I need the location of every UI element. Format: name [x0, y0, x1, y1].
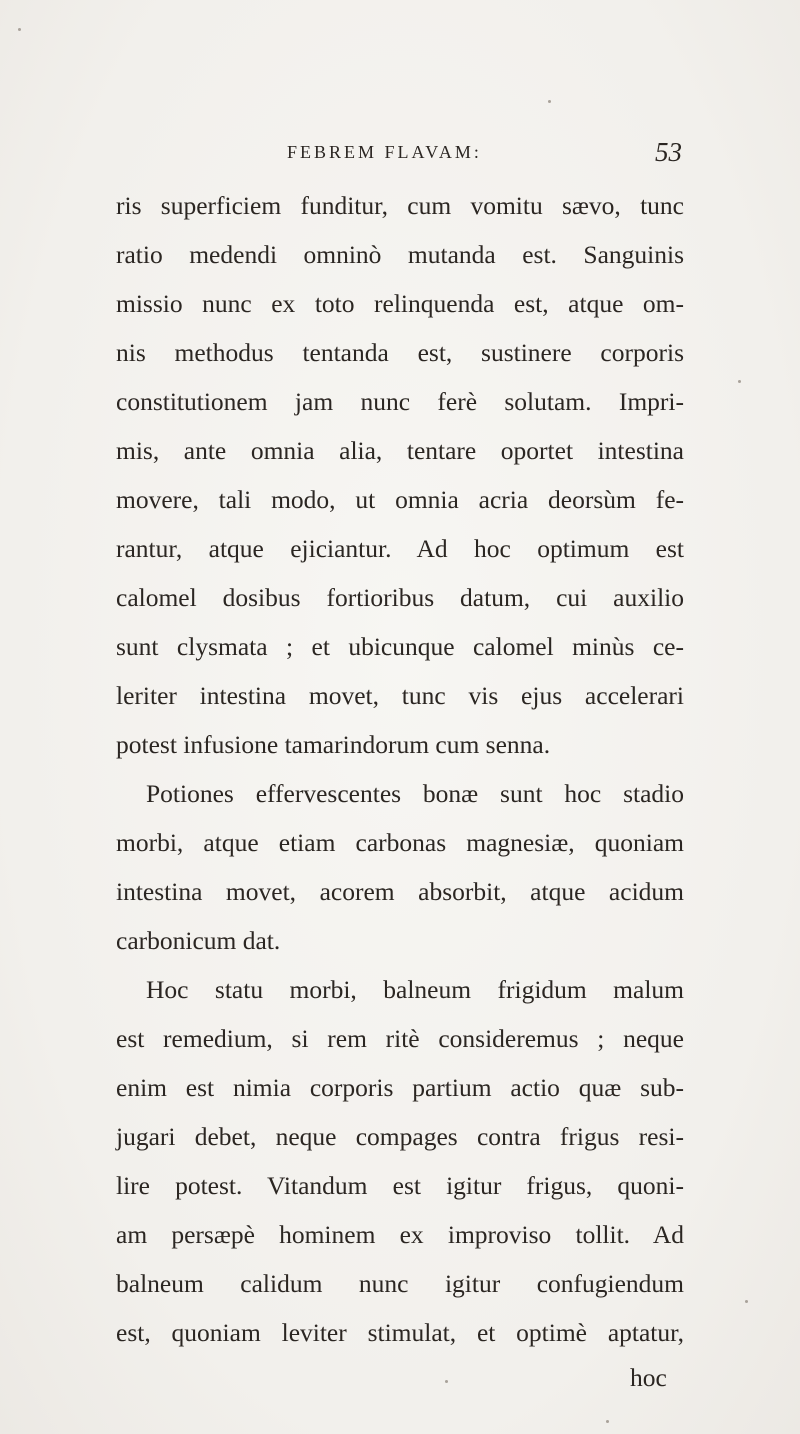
paper-speck	[445, 1380, 448, 1383]
running-head	[0, 132, 800, 172]
text-line: sunt clysmata ; et ubicunque calomel minùs ce-	[116, 632, 684, 661]
text-line: enim est nimia corporis partium actio quæ sub-	[116, 1073, 684, 1102]
paragraph-first-line: Potiones effervescentes bonæ sunt hoc stadio	[146, 779, 684, 808]
text-line: carbonicum dat.	[116, 926, 281, 955]
catchword: hoc	[630, 1363, 667, 1392]
text-line: intestina movet, acorem absorbit, atque acidum	[116, 877, 684, 906]
text-line: morbi, atque etiam carbonas magnesiæ, quoniam	[116, 828, 684, 857]
text-line: leriter intestina movet, tunc vis ejus accelerari	[116, 681, 684, 710]
text-line: rantur, atque ejiciantur. Ad hoc optimum est	[116, 534, 684, 563]
paper-speck	[745, 1300, 748, 1303]
text-line: nis methodus tentanda est, sustinere corporis	[116, 338, 684, 367]
text-line: calomel dosibus fortioribus datum, cui auxilio	[116, 583, 684, 612]
text-line: mis, ante omnia alia, tentare oportet intestina	[116, 436, 684, 465]
text-line: ratio medendi omninò mutanda est. Sanguinis	[116, 240, 684, 269]
text-line: movere, tali modo, ut omnia acria deorsùm fe-	[116, 485, 684, 514]
text-line: est, quoniam leviter stimulat, et optimè aptatur,	[116, 1318, 684, 1347]
text-line: constitutionem jam nunc ferè solutam. Impri-	[116, 387, 684, 416]
paper-speck	[738, 380, 741, 383]
page-number: 53	[655, 137, 682, 167]
paragraph-first-line: Hoc statu morbi, balneum frigidum malum	[146, 975, 684, 1004]
text-line: potest infusione tamarindorum cum senna.	[116, 730, 551, 759]
paper-speck	[18, 28, 21, 31]
text-line: balneum calidum nunc igitur confugiendum	[116, 1269, 684, 1298]
running-title: FEBREM FLAVAM:	[287, 142, 482, 162]
text-line: jugari debet, neque compages contra frigus resi-	[116, 1122, 684, 1151]
text-line: ris superficiem funditur, cum vomitu sævo, tunc	[116, 191, 684, 220]
text-line: est remedium, si rem ritè consideremus ; neque	[116, 1024, 684, 1053]
text-line: lire potest. Vitandum est igitur frigus, quoni-	[116, 1171, 684, 1200]
paper-speck	[548, 100, 551, 103]
text-line: missio nunc ex toto relinquenda est, atque om-	[116, 289, 684, 318]
paper-speck	[606, 1420, 609, 1423]
text-line: am persæpè hominem ex improviso tollit. Ad	[116, 1220, 684, 1249]
